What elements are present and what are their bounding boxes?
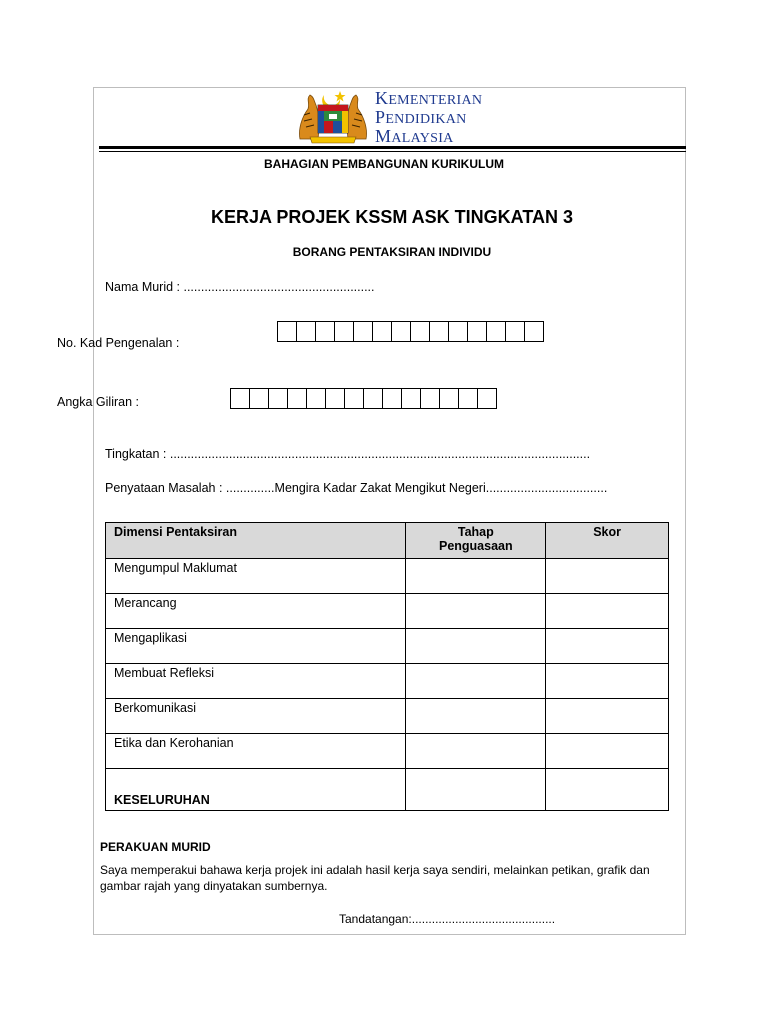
table-row bbox=[106, 629, 669, 664]
page-title: KERJA PROJEK KSSM ASK TINGKATAN 3 bbox=[210, 207, 574, 227]
declaration-text: Saya memperakui bahawa kerja projek ini adalah hasil kerja saya sendiri, melainkan petikan, grafik dan gambar rajah yang dinyatakan sumbernya. bbox=[100, 863, 650, 893]
no-kad-digit-box[interactable] bbox=[505, 321, 525, 342]
header-dimensi: Dimensi Pentaksiran bbox=[106, 523, 406, 559]
angka-giliran-digit-box[interactable] bbox=[477, 388, 497, 409]
total-skor-cell[interactable] bbox=[546, 769, 669, 811]
angka-giliran-digit-box[interactable] bbox=[420, 388, 440, 409]
tingkatan-field[interactable]: Tingkatan : ......................................................................................................................... bbox=[105, 447, 591, 461]
table-row bbox=[106, 699, 669, 734]
logo-line-3 bbox=[375, 128, 482, 147]
angka-giliran-digit-box[interactable] bbox=[382, 388, 402, 409]
no-kad-digit-box[interactable] bbox=[391, 321, 411, 342]
dimensi-cell: Membuat Refleksi bbox=[106, 664, 406, 699]
header-skor: Skor bbox=[546, 523, 669, 559]
no-kad-digit-box[interactable] bbox=[334, 321, 354, 342]
no-kad-digit-box[interactable] bbox=[315, 321, 335, 342]
no-kad-digit-box[interactable] bbox=[429, 321, 449, 342]
nama-murid-field[interactable]: Nama Murid : ....................................................... bbox=[105, 280, 375, 294]
tahap-cell[interactable] bbox=[406, 559, 546, 594]
assessment-table bbox=[105, 522, 669, 811]
header-tahap-line1: Tahap bbox=[457, 525, 494, 539]
table-row bbox=[106, 734, 669, 769]
skor-cell[interactable] bbox=[546, 559, 669, 594]
total-label: KESELURUHAN bbox=[106, 769, 406, 811]
angka-giliran-digit-box[interactable] bbox=[458, 388, 478, 409]
no-kad-digit-box[interactable] bbox=[372, 321, 392, 342]
dimensi-cell: Mengaplikasi bbox=[106, 629, 406, 664]
no-kad-digit-box[interactable] bbox=[277, 321, 297, 342]
penyataan-masalah-field[interactable]: Penyataan Masalah : ..............Mengira Kadar Zakat Mengikut Negeri................................... bbox=[105, 481, 608, 495]
table-row bbox=[106, 664, 669, 699]
angka-giliran-boxes[interactable] bbox=[230, 388, 497, 409]
no-kad-digit-box[interactable] bbox=[448, 321, 468, 342]
header-divider-thin bbox=[99, 151, 686, 152]
no-kad-boxes[interactable] bbox=[277, 321, 544, 342]
angka-giliran-digit-box[interactable] bbox=[249, 388, 269, 409]
no-kad-digit-box[interactable] bbox=[296, 321, 316, 342]
tahap-cell[interactable] bbox=[406, 699, 546, 734]
form-subtitle: BORANG PENTAKSIRAN INDIVIDU bbox=[292, 245, 492, 259]
dimensi-cell: Berkomunikasi bbox=[106, 699, 406, 734]
skor-cell[interactable] bbox=[546, 594, 669, 629]
angka-giliran-digit-box[interactable] bbox=[439, 388, 459, 409]
angka-giliran-digit-box[interactable] bbox=[363, 388, 383, 409]
total-row bbox=[106, 769, 669, 811]
tahap-cell[interactable] bbox=[406, 594, 546, 629]
header-divider-thick bbox=[99, 146, 686, 149]
total-tahap-cell[interactable] bbox=[406, 769, 546, 811]
table-row bbox=[106, 559, 669, 594]
logo-line-1-rest: EMENTERIAN bbox=[388, 93, 483, 108]
signature-field[interactable]: Tandatangan:........................................... bbox=[339, 912, 556, 926]
logo-line-1 bbox=[375, 90, 482, 109]
skor-cell[interactable] bbox=[546, 699, 669, 734]
angka-giliran-digit-box[interactable] bbox=[230, 388, 250, 409]
angka-giliran-digit-box[interactable] bbox=[306, 388, 326, 409]
no-kad-label: No. Kad Pengenalan : bbox=[57, 336, 180, 350]
logo-line-1-initial: K bbox=[375, 88, 389, 108]
department-heading: BAHAGIAN PEMBANGUNAN KURIKULUM bbox=[264, 157, 504, 171]
angka-giliran-label: Angka Giliran : bbox=[57, 395, 139, 409]
dimensi-cell: Mengumpul Maklumat bbox=[106, 559, 406, 594]
no-kad-digit-box[interactable] bbox=[467, 321, 487, 342]
logo-line-3-initial: M bbox=[375, 126, 392, 146]
angka-giliran-digit-box[interactable] bbox=[287, 388, 307, 409]
angka-giliran-digit-box[interactable] bbox=[325, 388, 345, 409]
perakuan-heading: PERAKUAN MURID bbox=[100, 840, 211, 854]
tahap-cell[interactable] bbox=[406, 664, 546, 699]
dimensi-cell: Etika dan Kerohanian bbox=[106, 734, 406, 769]
header-tahap bbox=[406, 523, 546, 559]
logo-line-3-rest: ALAYSIA bbox=[391, 131, 454, 146]
logo-line-2-rest: ENDIDIKAN bbox=[385, 112, 467, 127]
skor-cell[interactable] bbox=[546, 629, 669, 664]
angka-giliran-digit-box[interactable] bbox=[344, 388, 364, 409]
no-kad-digit-box[interactable] bbox=[524, 321, 544, 342]
logo-line-2-initial: P bbox=[375, 107, 386, 127]
dimensi-cell: Merancang bbox=[106, 594, 406, 629]
no-kad-digit-box[interactable] bbox=[410, 321, 430, 342]
angka-giliran-digit-box[interactable] bbox=[401, 388, 421, 409]
angka-giliran-digit-box[interactable] bbox=[268, 388, 288, 409]
skor-cell[interactable] bbox=[546, 734, 669, 769]
no-kad-digit-box[interactable] bbox=[486, 321, 506, 342]
ministry-logo-text bbox=[375, 90, 482, 147]
skor-cell[interactable] bbox=[546, 664, 669, 699]
tahap-cell[interactable] bbox=[406, 734, 546, 769]
header-tahap-line2: Penguasaan bbox=[438, 539, 513, 553]
table-header-row bbox=[106, 523, 669, 559]
tahap-cell[interactable] bbox=[406, 629, 546, 664]
coat-of-arms-icon bbox=[296, 89, 370, 145]
table-row bbox=[106, 594, 669, 629]
no-kad-digit-box[interactable] bbox=[353, 321, 373, 342]
